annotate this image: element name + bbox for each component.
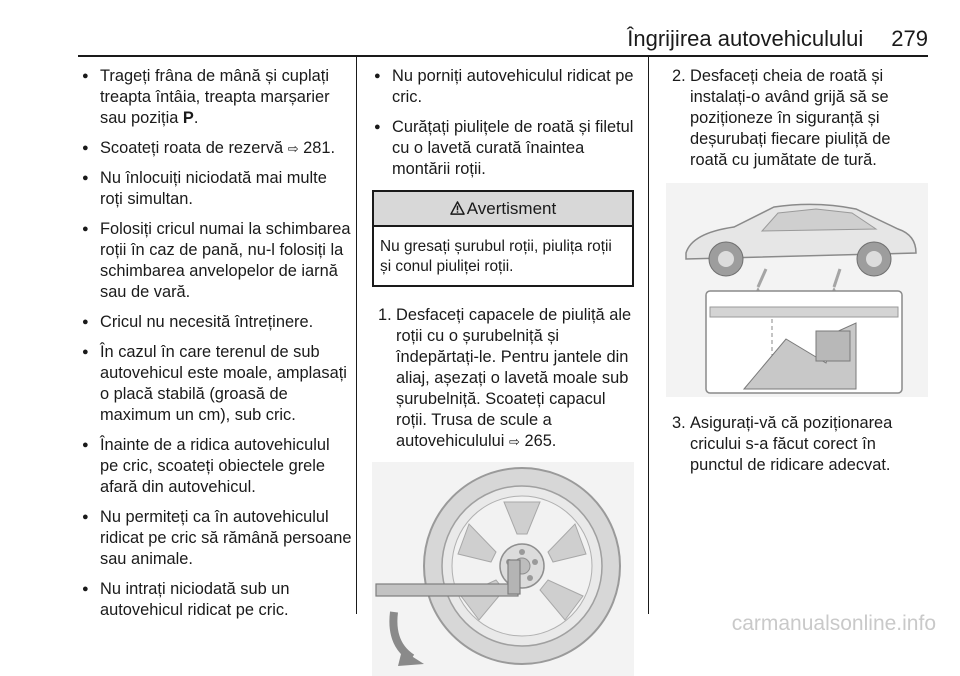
page-number: 279 xyxy=(891,26,928,51)
list-item: ● Nu porniți autovehiculul ridicat pe cric. xyxy=(372,66,634,108)
list-item: ● Folosiți cricul numai la schimbarea roții în caz de pană, nu-l folosiți la schimbarea anvelopelor de iarnă sau de vară. xyxy=(80,219,352,303)
page-ref-arrow-icon: ⇨ xyxy=(287,141,299,156)
list-item: ● Nu intrați niciodată sub un autovehicul ridicat pe cric. xyxy=(80,579,352,621)
warning-header xyxy=(374,192,632,227)
column-left xyxy=(80,66,352,630)
column-divider-2 xyxy=(648,57,649,614)
page-ref-link[interactable]: 281. xyxy=(298,139,336,157)
step-3: 3. Asigurați-vă că poziționarea cricului s-a făcut corect în punctul de ridicare adecvat. xyxy=(672,414,893,474)
list-item: ● Cricul nu necesită întreținere. xyxy=(80,312,352,333)
list-item: ● Înainte de a ridica autovehiculul pe cric, scoateți obiectele grele afară din autovehicul. xyxy=(80,435,352,498)
column-divider-1 xyxy=(356,57,357,614)
watermark: carmanualsonline.info xyxy=(731,612,936,635)
list-item: ● Curățați piulițele de roată și filetul cu o lavetă curată înaintea montării roții. xyxy=(372,117,634,180)
list-item: ● Nu înlocuiți niciodată mai multe roți simultan. xyxy=(80,168,352,210)
warning-triangle-icon xyxy=(450,201,465,215)
steps-list-final xyxy=(666,413,928,476)
column-middle xyxy=(372,66,634,676)
steps-list xyxy=(372,305,634,452)
page-header xyxy=(627,26,928,52)
page-ref-arrow-icon: ⇨ xyxy=(509,434,520,449)
step-2: 2. Desfaceți cheia de roată și instalați-o având grijă să se poziționeze în siguranță și deșurubați fiecare piuliță de roată cu jumătate de tură. xyxy=(672,67,891,169)
warning-title: Avertisment xyxy=(466,199,557,218)
page-ref-link[interactable]: 265. xyxy=(519,432,557,450)
list-item: ● În cazul în care terenul de sub autovehicul este moale, amplasați o placă stabilă (groasă de maximum un cm), sub cric. xyxy=(80,342,352,426)
precautions-list-continued xyxy=(372,66,634,180)
warning-box xyxy=(372,190,634,287)
wheel-wrench-illustration xyxy=(372,462,634,676)
car-jack-illustration xyxy=(666,183,928,397)
page-title: Îngrijirea autovehiculului xyxy=(627,26,864,51)
column-right xyxy=(666,66,928,486)
precautions-list xyxy=(80,66,352,621)
step-1: 1. Desfaceți capacele de piuliță ale roții cu o șurubelniță și îndepărtați-le. Pentru jantele din aliaj, așezați o lavetă moale sub șurubelniță. Scoateți capacul roții. Trusa de scule a autovehiculului ⇨ 265. xyxy=(378,306,632,450)
list-item: ● Trageți frâna de mână și cuplați treapta întâia, treapta marșarier sau poziția P. xyxy=(80,66,352,129)
steps-list-continued xyxy=(666,66,928,171)
header-rule xyxy=(78,55,928,57)
list-item: ● Nu permiteți ca în autovehiculul ridicat pe cric să rămână persoane sau animale. xyxy=(80,507,352,570)
list-item: ● Scoateți roata de rezervă ⇨ 281. xyxy=(80,138,352,159)
warning-body: Nu gresați șurubul roții, piulița roții și conul piuliței roții. xyxy=(380,238,612,275)
